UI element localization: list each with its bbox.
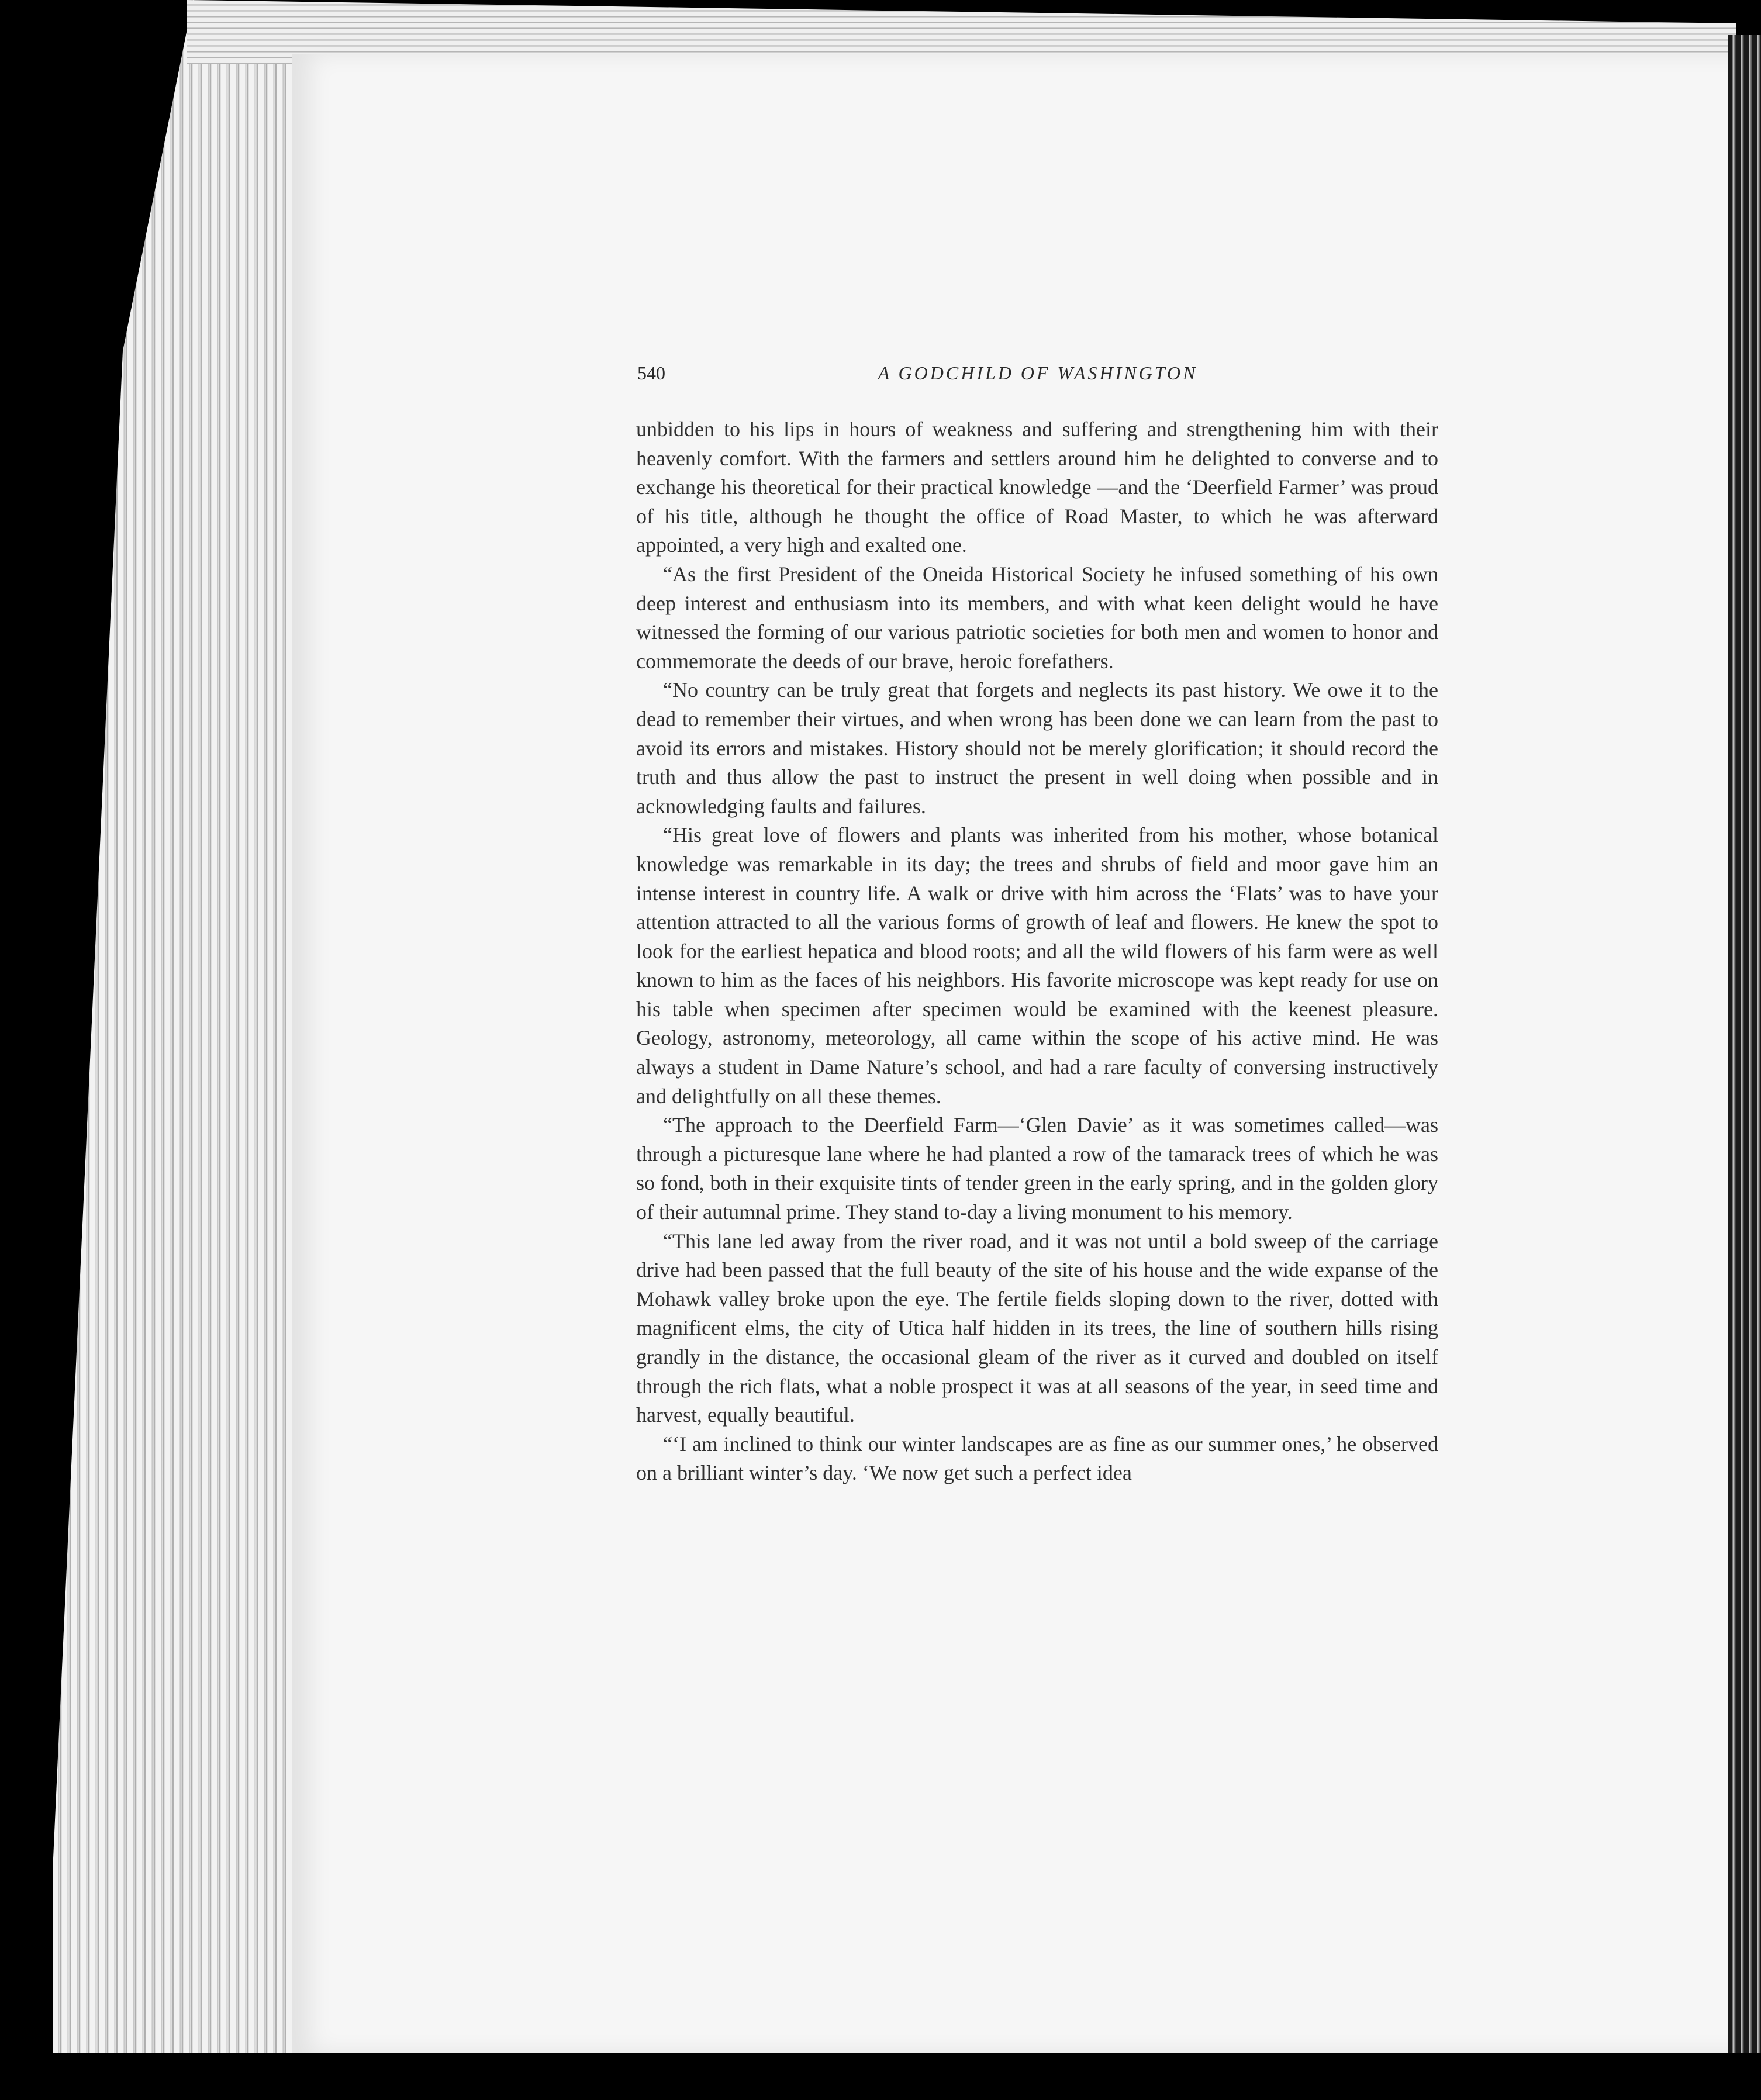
paragraph: “‘I am inclined to think our winter landscapes are as fine as our summer ones,’ he observed on a brilliant winter’s day. ‘We now get such a perfect idea [636, 1432, 1438, 1485]
body-text [636, 415, 1438, 1488]
paragraph: “As the first President of the Oneida Historical Society he infused something of his own deep interest and enthusiasm into its members, and with what keen delight would he have witnessed the forming of our various patriotic societies for both men and women to honor and commemorate the deeds of our brave, heroic forefathers. [636, 562, 1438, 673]
bottom-shadow [0, 2053, 1761, 2100]
paragraph: “No country can be truly great that forgets and neglects its past history. We owe it to the dead to remember their virtues, and when wrong has been done we can learn from the past to avoid its errors and mistakes. History should not be merely glorification; it should record the truth and thus allow the past to instruct the present in well doing when possible and in acknowledging faults and failures. [636, 678, 1438, 818]
paragraph: unbidden to his lips in hours of weakness and suffering and strengthening him with their heavenly comfort. With the farmers and settlers around him he delighted to converse and to exchange his theoretical for their practical knowledge —and the ‘Deerfield Farmer’ was proud of his title, although he thought the office of Road Master, to which he was afterward appointed, a very high and exalted one. [636, 417, 1438, 557]
page-header [637, 362, 1438, 392]
paragraph: “The approach to the Deerfield Farm—‘Glen Davie’ as it was sometimes called—was through a picturesque lane where he had planted a row of the tamarack trees of which he was so fond, both in their exquisite tints of tender green in the early spring, and in the golden glory of their autumnal prime. They stand to-day a living monument to his memory. [636, 1113, 1438, 1224]
running-title: A GODCHILD OF WASHINGTON [878, 362, 1198, 384]
page-number: 540 [637, 362, 665, 384]
book-page-stack [53, 0, 298, 2058]
paragraph: “This lane led away from the river road, and it was not until a bold sweep of the carriage drive had been passed that the full beauty of the site of his house and the wide expanse of the Mohawk valley broke upon the eye. The fertile fields sloping down to the river, dotted with magnificent elms, the city of Utica half hidden in its trees, the line of southern hills rising grandly in the distance, the occasional gleam of the river as it curved and doubled on itself through the rich flats, what a noble prospect it was at all seasons of the year, in seed time and harvest, equally beautiful. [636, 1229, 1438, 1427]
book-right-edge [1728, 35, 1761, 2070]
paragraph: “His great love of flowers and plants was inherited from his mother, whose botanical knowledge was remarkable in its day; the trees and shrubs of field and moor gave him an intense interest in country life. A walk or drive with him across the ‘Flats’ was to have your attention attracted to all the various forms of growth of leaf and flowers. He knew the spot to look for the earliest hepatica and blood roots; and all the wild flowers of his farm were as well known to him as the faces of his neighbors. His favorite microscope was kept ready for use on his table when specimen after specimen would be examined with the keenest pleasure. Geology, astronomy, meteorology, all came within the scope of his active mind. He was always a student in Dame Nature’s school, and had a rare faculty of conversing instructively and delightfully on all these themes. [636, 823, 1438, 1108]
